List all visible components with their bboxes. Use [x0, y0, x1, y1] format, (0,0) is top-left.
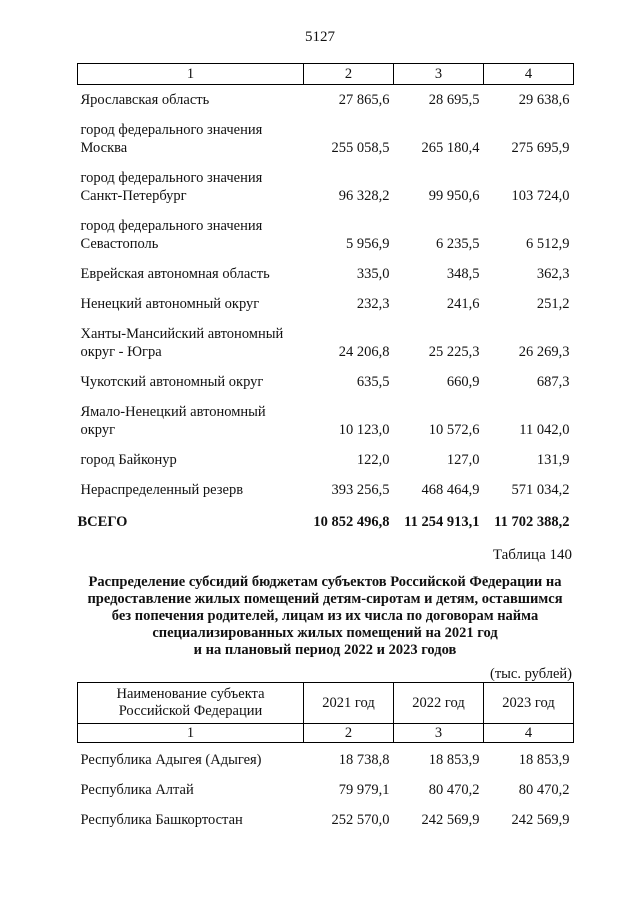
amount-cell: 80 470,2 [518, 782, 570, 798]
page-number: 5127 [305, 29, 335, 45]
total-amount: 10 852 496,8 [313, 514, 390, 530]
amount-cell: 27 865,6 [338, 92, 390, 108]
amount-cell: 348,5 [446, 266, 480, 282]
amount-cell: 6 235,5 [436, 236, 480, 252]
region-name-line: город федерального значения [80, 218, 263, 234]
region-name [78, 319, 304, 367]
region-name [78, 475, 304, 505]
region-name [78, 289, 304, 319]
amount-cell: 468 464,9 [421, 482, 480, 498]
title-line: специализированных жилых помещений на 2021 год [152, 625, 498, 641]
column-number: 1 [78, 64, 304, 85]
header-year: 2023 год [484, 683, 574, 724]
amount-cell: 242 569,9 [511, 812, 570, 828]
region-name [78, 445, 304, 475]
amount-cell: 335,0 [356, 266, 390, 282]
region-name [78, 163, 304, 211]
amount-cell: 18 853,9 [518, 752, 570, 768]
region-name-line: Ямало-Ненецкий автономный [80, 404, 266, 420]
amount-cell: 29 638,6 [518, 92, 570, 108]
total-row [78, 505, 574, 531]
column-number: 3 [394, 64, 484, 85]
column-number-row [78, 64, 574, 85]
total-label: ВСЕГО [77, 514, 128, 530]
table-row [78, 397, 574, 445]
amount-cell: 80 470,2 [428, 782, 480, 798]
table-row [78, 445, 574, 475]
region-name-line: Ярославская область [80, 92, 210, 108]
amount-cell: 241,6 [446, 296, 480, 312]
table-row [78, 803, 574, 833]
amount-cell: 393 256,5 [331, 482, 390, 498]
table-label: Таблица 140 [492, 547, 572, 563]
table-row [78, 743, 574, 774]
total-amount: 11 702 388,2 [494, 514, 570, 530]
amount-cell: 6 512,9 [526, 236, 570, 252]
amount-cell: 79 979,1 [338, 782, 390, 798]
table-row [78, 115, 574, 163]
table-row [78, 289, 574, 319]
region-name [78, 85, 304, 116]
amount-cell: 10 572,6 [428, 422, 480, 438]
total-amount: 11 254 913,1 [404, 514, 480, 530]
amount-cell: 252 570,0 [331, 812, 390, 828]
amount-cell: 131,9 [536, 452, 570, 468]
column-number: 1 [78, 724, 304, 743]
table-row [78, 773, 574, 803]
amount-cell: 255 058,5 [331, 140, 390, 156]
table-row [78, 259, 574, 289]
amount-cell: 251,2 [536, 296, 570, 312]
amount-cell: 687,3 [536, 374, 570, 390]
region-name-line: город федерального значения [80, 122, 263, 138]
budget-table-continued [77, 63, 574, 531]
amount-cell: 127,0 [446, 452, 480, 468]
amount-cell: 122,0 [356, 452, 390, 468]
table-row [78, 319, 574, 367]
region-name-line: Чукотский автономный округ [80, 374, 264, 390]
header-region-name [78, 683, 304, 724]
table-row [78, 367, 574, 397]
header-year: 2022 год [394, 683, 484, 724]
region-name-line: Ненецкий автономный округ [80, 296, 260, 312]
amount-cell: 10 123,0 [338, 422, 390, 438]
column-number: 2 [304, 64, 394, 85]
amount-cell: 103 724,0 [511, 188, 570, 204]
amount-cell: 18 853,9 [428, 752, 480, 768]
amount-cell: 96 328,2 [338, 188, 390, 204]
units-label: (тыс. рублей) [490, 666, 572, 682]
table-row [78, 85, 574, 116]
region-name-line: Севастополь [80, 236, 159, 252]
region-name [78, 115, 304, 163]
column-number: 2 [304, 724, 394, 743]
amount-cell: 265 180,4 [421, 140, 480, 156]
amount-cell: 635,5 [356, 374, 390, 390]
amount-cell: 242 569,9 [421, 812, 480, 828]
amount-cell: 571 034,2 [511, 482, 570, 498]
amount-cell: 26 269,3 [518, 344, 570, 360]
region-name-line: город Байконур [80, 452, 177, 468]
region-name [78, 367, 304, 397]
region-name-line: Ханты-Мансийский автономный [80, 326, 284, 342]
amount-cell: 660,9 [446, 374, 480, 390]
amount-cell: 275 695,9 [511, 140, 570, 156]
subsidy-table [77, 682, 574, 833]
region-name-line: город федерального значения [80, 170, 263, 186]
amount-cell: 25 225,3 [428, 344, 480, 360]
column-number: 3 [394, 724, 484, 743]
region-name-line: Москва [80, 140, 128, 156]
amount-cell: 5 956,9 [346, 236, 390, 252]
region-name-line: округ [80, 422, 116, 438]
amount-cell: 24 206,8 [338, 344, 390, 360]
region-name: Республика Адыгея (Адыгея) [80, 752, 262, 768]
title-line: Распределение субсидий бюджетам субъектов Российской Федерации на [88, 574, 562, 590]
title-line: без попечения родителей, лицам из их числа по договорам найма [111, 608, 539, 624]
region-name [78, 397, 304, 445]
amount-cell: 28 695,5 [428, 92, 480, 108]
region-name: Республика Башкортостан [80, 812, 243, 828]
table-title [60, 574, 590, 659]
table-row [78, 211, 574, 259]
region-name-line: Санкт-Петербург [80, 188, 187, 204]
column-number: 4 [484, 724, 574, 743]
column-number: 4 [484, 64, 574, 85]
region-name-line: Нераспределенный резерв [80, 482, 244, 498]
amount-cell: 232,3 [356, 296, 390, 312]
amount-cell: 99 950,6 [428, 188, 480, 204]
header-year: 2021 год [304, 683, 394, 724]
table-row [78, 163, 574, 211]
table-row [78, 475, 574, 505]
region-name-line: округ - Югра [80, 344, 162, 360]
region-name [78, 259, 304, 289]
region-name [78, 211, 304, 259]
header-line: Российской Федерации [118, 703, 263, 719]
title-line: и на плановый период 2022 и 2023 годов [193, 642, 457, 658]
region-name: Республика Алтай [80, 782, 194, 798]
amount-cell: 11 042,0 [519, 422, 570, 438]
column-number-row [78, 724, 574, 743]
table-header-row [78, 683, 574, 724]
region-name-line: Еврейская автономная область [80, 266, 270, 282]
title-line: предоставление жилых помещений детям-сиротам и детям, оставшимся [87, 591, 563, 607]
amount-cell: 18 738,8 [338, 752, 390, 768]
amount-cell: 362,3 [536, 266, 570, 282]
header-line: Наименование субъекта [116, 686, 265, 702]
